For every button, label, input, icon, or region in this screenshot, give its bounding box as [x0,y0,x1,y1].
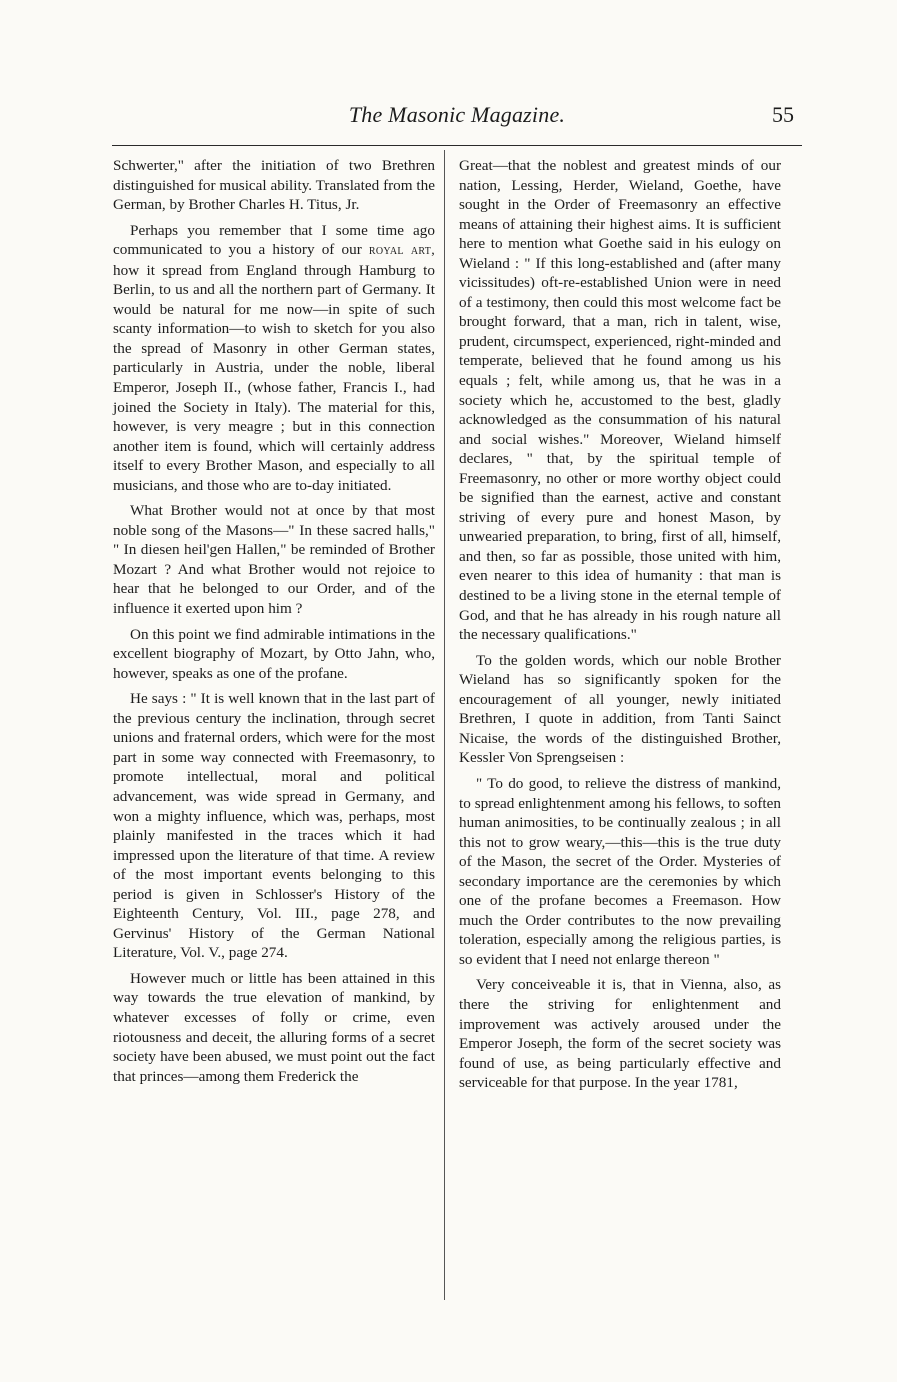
paragraph [113,221,435,496]
paragraph: Very conceiveable it is, that in Vienna, also, as there the striving for enlightenment and improvement was actively aroused under the Emperor Joseph, the form of the secret society was found of use, as being particularly effective and serviceable for that purpose. In the year 1781, [459,976,781,1092]
paragraph: He says : " It is well known that in the last part of the previous century the inclination, through secret unions and fraternal orders, which were for the most part in some way connected with Freemasonry, to promote intellectual, moral and political advancement, was wide spread in Germany, and won a mighty influence, which was, perhaps, most plainly manifested in the traces which it had impressed upon the literature of that time. A review of the most important events belonging to this period is given in Schlosser's History of the Eighteenth Century, Vol. III., page 278, and Gervinus' History of the German National Literature, Vol. V., page 274. [113,690,435,962]
paragraph-text: Perhaps you remember that I some time ago communicated to you a history of our [113,221,435,259]
paragraph: To the golden words, which our noble Brother Wieland has so significantly spoken for the encouragement of all younger, newly initiated Brethren, I quote in addition, from Tanti Sainct Nicaise, the words of the distinguished Brother, Kessler Von Sprengseisen : [459,651,781,767]
running-title: The Masonic Magazine. [348,102,566,127]
page-number: 55 [772,102,794,127]
paragraph: What Brother would not at once by that most noble song of the Masons—" In these sacred halls," " In diesen heil'gen Hallen," be reminded of Brother Mozart ? And what Brother would not rejoice to hear that he belonged to our Order, and of the influence it exerted upon him ? [113,502,435,618]
header-rule [112,145,802,146]
paragraph-text: how it spread from England through Hamburg to Berlin, to us and all the northern part of Germany. It would be natural for me now—in spite of such scanty information—to wish to sketch for you also the spread of Masonry in other German states, particularly in Austria, under the noble, liberal Emperor, Joseph II., (whose father, Francis I., had joined the Society in Italy). The material for this, however, is very meagre ; but in this connection another item is found, which will certainly address itself to every Brother Mason, and especially to all musicians, and those who are to-day initiated. [113,261,435,494]
column-divider [444,150,445,1300]
small-caps-term: royal art, [368,243,436,259]
right-column [459,156,781,1099]
paragraph: Great—that the noblest and greatest minds of our nation, Lessing, Herder, Wieland, Goethe, have sought in the Order of Freemasonry an effective means of attaining their highest aims. It is sufficient here to mention what Goethe said in his eulogy on Wieland : " If this long-established and (after many vicissitudes) oft-re-established Union were in need of a testimony, then could this most welcome fact be brought forward, that a man, rich in talent, wise, prudent, circumspect, experienced, right-minded and temperate, believed that he found among us his equals ; felt, while among us, that he was in a society which he, accustomed to the best, gladly acknowledged as the consummation of his natural and social wishes." Moreover, Wieland himself declares, " that, by the spiritual temple of Freemasonry, no other or more worthy object could be signified than the earnest, active and constant striving of every pure and honest Mason, by unwearied preparation, to bring, first of all, himself, and then, so far as possible, those united with him, even nearer to this idea of humanity : that man is destined to be a living stone in the eternal temple of God, and that he has already in his rough nature all the necessary qualifications." [459,157,781,644]
paragraph: On this point we find admirable intimations in the excellent biography of Mozart, by Otto Jahn, who, however, speaks as one of the profane. [113,625,435,682]
paragraph: Schwerter," after the initiation of two Brethren distinguished for musical ability. Translated from the German, by Brother Charles H. Titus, Jr. [113,157,435,214]
page-header [112,100,802,140]
paragraph: However much or little has been attained in this way towards the true elevation of mankind, by whatever excesses of folly or crime, even riotousness and deceit, the alluring forms of a secret society have been abused, we must point out the fact that princes—among them Frederick the [113,969,435,1085]
left-column [113,156,435,1092]
paragraph: " To do good, to relieve the distress of mankind, to spread enlightenment among his fellows, to soften human animosities, to be continually zealous ; in all this not to grow weary,—this—this is the true duty of the Mason, the secret of the Order. Mysteries of secondary importance are the ceremonies by which one of the profane becomes a Freemason. How much the Order contributes to the now prevailing toleration, especially among the religious parties, is so evident that I need not enlarge thereon " [459,774,781,968]
